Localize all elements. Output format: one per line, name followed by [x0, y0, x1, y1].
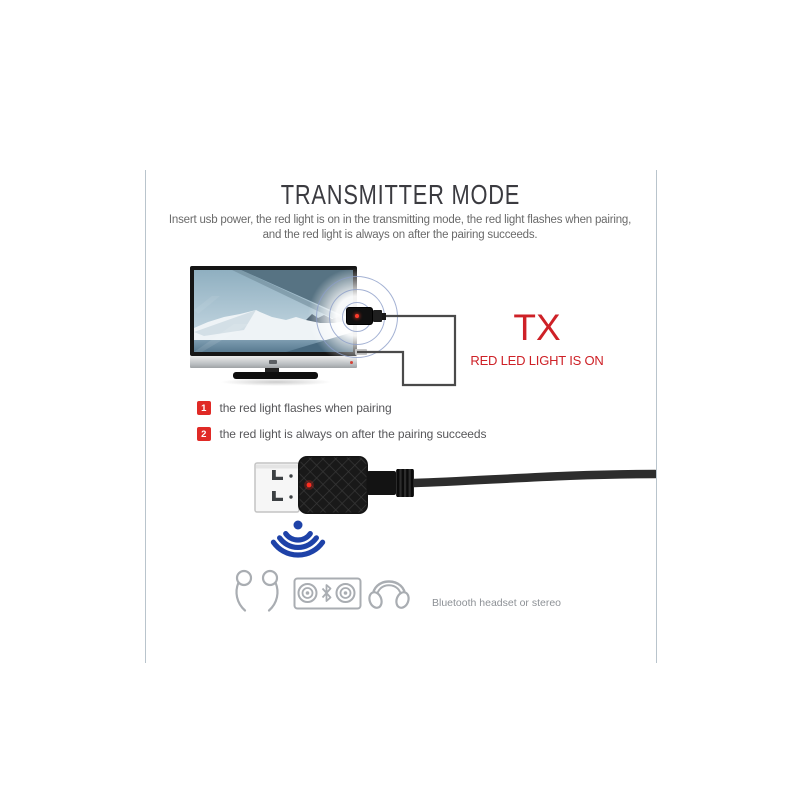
- tx-sublabel: RED LED LIGHT IS ON: [470, 353, 604, 368]
- tv-shadow: [220, 378, 332, 386]
- subtitle-line-1: Insert usb power, the red light is on in the transmitting mode, the red light flashes when pairing,: [168, 214, 632, 226]
- headphones-icon: [366, 565, 412, 611]
- dongle-red-led: [355, 314, 359, 318]
- bluetooth-rune-icon: [323, 585, 331, 601]
- page-title-text: TRANSMITTER MODE: [280, 179, 520, 210]
- tx-callout: [467, 309, 607, 368]
- tv-brand-logo: [269, 360, 277, 364]
- bluetooth-broadcast-signal-icon: [266, 517, 330, 561]
- step-badge-1: 1: [197, 401, 211, 415]
- earbuds-icon: [231, 566, 283, 614]
- tv-stand-base: [233, 372, 318, 379]
- page-subtitle: [145, 213, 655, 243]
- subtitle-line-2: and the red light is always on after the pairing succeeds.: [262, 229, 538, 241]
- usb-bluetooth-adapter: [253, 452, 417, 518]
- step-badge-2: 2: [197, 427, 211, 441]
- step-text-1: the red light flashes when pairing: [219, 401, 392, 415]
- dongle-on-tv: [346, 307, 373, 325]
- dongle-plug: [373, 310, 382, 322]
- step-item-1: [197, 401, 392, 415]
- bluetooth-speaker-icon: [293, 577, 362, 610]
- step-text-2: the red light is always on after the pairing succeeds: [219, 427, 487, 441]
- audio-cable: [412, 464, 656, 492]
- devices-caption: Bluetooth headset or stereo: [432, 597, 562, 609]
- dongle-plug-tip: [382, 313, 386, 320]
- step-item-2: [197, 427, 486, 441]
- tx-label: TX: [513, 307, 561, 348]
- page-title: [145, 179, 655, 211]
